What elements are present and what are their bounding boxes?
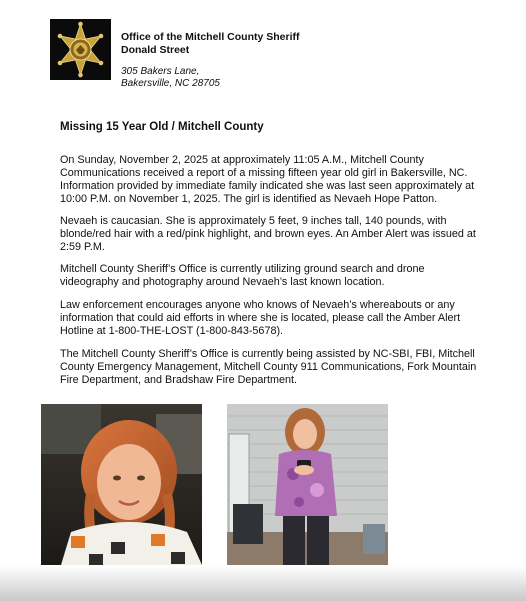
selfie-photo [41,404,202,565]
letterhead [121,31,300,57]
sheriff-name: Donald Street [121,44,190,56]
paragraph-hotline-request: Law enforcement encourages anyone who knows of Nevaeh’s whereabouts or any information that could aid efforts in where she is located, please call the Amber Alert Hotline at 1-800-THE-LOST (1-800-843-5678). [60,299,461,338]
office-address [121,66,220,90]
sheriff-star-badge-icon [50,19,111,80]
paragraph-assisting-agencies: The Mitchell County Sheriff’s Office is currently being assisted by NC-SBI, FBI, Mitchell County Emergency Management, Mitchell County 911 Communications, Fork Mountain Fire Department, and Bradshaw Fire Department. [60,348,477,387]
document-title: Missing 15 Year Old / Mitchell County [60,121,264,133]
sheriff-badge-logo [50,19,111,80]
paragraph-description: Nevaeh is caucasian. She is approximately 5 feet, 9 inches tall, 140 pounds, with blonde/red hair with a red/pink highlight, and brown eyes. An Amber Alert was issued at 2:59 P.M. [60,215,476,254]
address-line-2: Bakersville, NC 28705 [121,78,220,89]
paragraph-search-efforts: Mitchell County Sheriff’s Office is currently utilizing ground search and drone videography and photography around Nevaeh’s last known location. [60,263,425,289]
office-name: Office of the Mitchell County Sheriff [121,31,300,43]
bottom-shadow [0,566,526,601]
paragraph-incident-report: On Sunday, November 2, 2025 at approximately 11:05 A.M., Mitchell County Communications received a report of a missing fifteen year old girl in Bakersville, NC. Information provided by immediate family indicated she was last seen approximately at 10:00 P.M. on November 1, 2025. The girl is identified as Nevaeh Hope Patton. [60,154,475,206]
porch-photo [227,404,388,565]
address-line-1: 305 Bakers Lane, [121,66,200,77]
